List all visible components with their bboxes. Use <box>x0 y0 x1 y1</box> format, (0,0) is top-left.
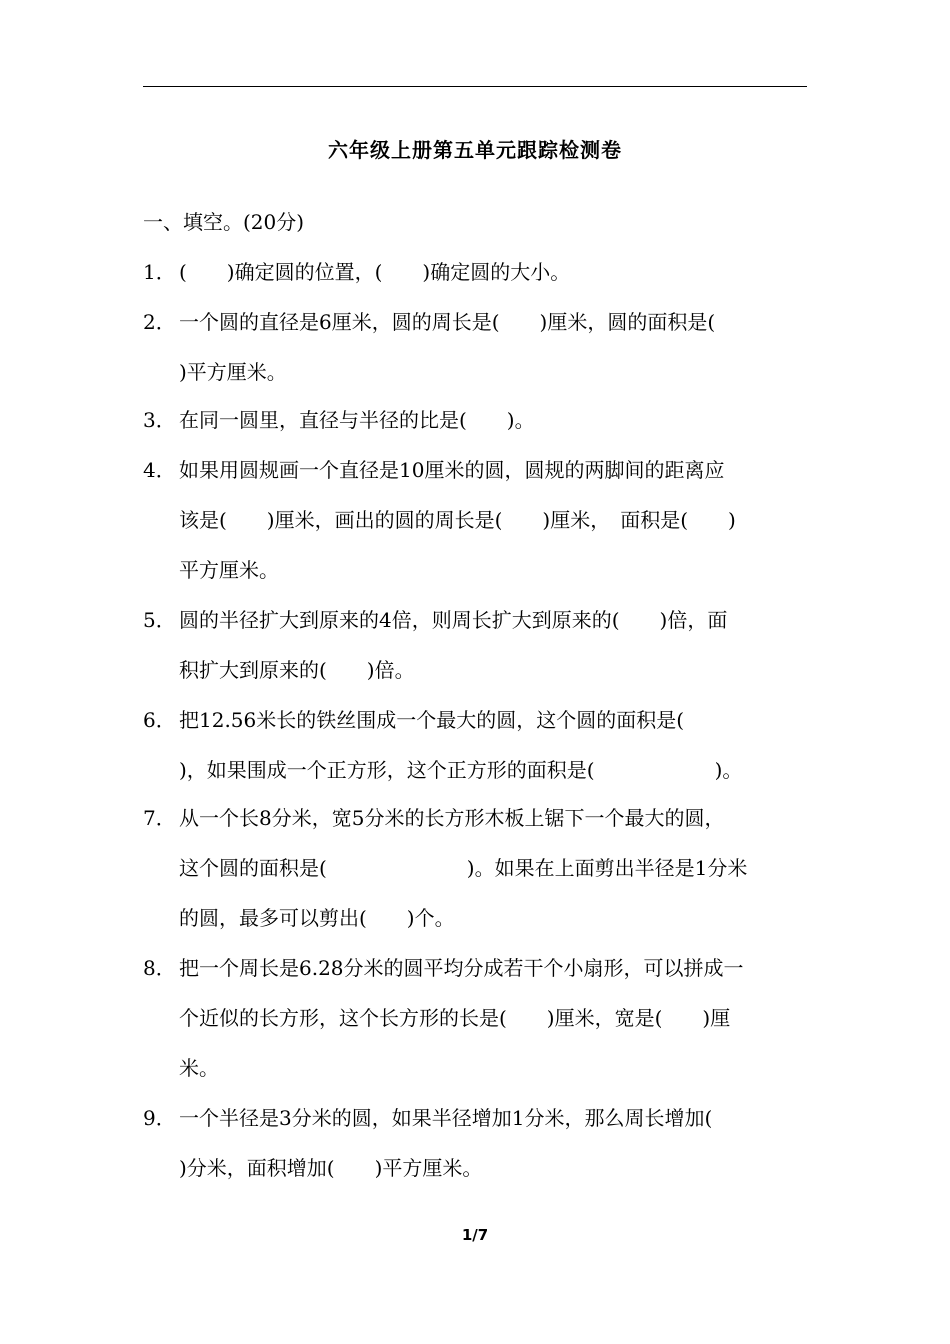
question-text: 如果用圆规画一个直径是10厘米的圆，圆规的两脚间的距离应 <box>179 458 725 482</box>
question-number: 5． <box>143 608 176 632</box>
question-text: 米。 <box>179 1056 219 1080</box>
question-8 <box>143 952 807 1102</box>
question-line <box>143 1002 807 1052</box>
question-line <box>143 754 807 804</box>
question-line <box>143 902 807 952</box>
question-line <box>143 604 807 654</box>
question-text: )平方厘米。 <box>179 360 287 384</box>
question-number: 1． <box>143 260 176 284</box>
question-number: 7． <box>143 806 176 830</box>
question-line <box>143 504 807 554</box>
question-text: 从一个长8分米，宽5分米的长方形木板上锯下一个最大的圆， <box>179 806 725 830</box>
question-number: 4． <box>143 458 176 482</box>
question-text: )分米，面积增加( )平方厘米。 <box>179 1156 483 1180</box>
question-text: )，如果围成一个正方形，这个正方形的面积是( )。 <box>179 758 743 782</box>
question-3 <box>143 404 807 454</box>
question-text: 在同一圆里，直径与半径的比是( )。 <box>179 408 535 432</box>
question-2 <box>143 306 807 406</box>
question-line <box>143 356 807 406</box>
question-line <box>143 654 807 704</box>
question-line <box>143 306 807 356</box>
question-number: 8． <box>143 956 176 980</box>
question-1 <box>143 256 807 306</box>
question-text: 积扩大到原来的( )倍。 <box>179 658 415 682</box>
question-5 <box>143 604 807 704</box>
question-number: 9． <box>143 1106 176 1130</box>
question-text: 一个半径是3分米的圆，如果半径增加1分米，那么周长增加( <box>179 1106 713 1130</box>
question-4 <box>143 454 807 604</box>
question-line <box>143 802 807 852</box>
question-line <box>143 256 807 306</box>
question-text: 一个圆的直径是6厘米，圆的周长是( )厘米，圆的面积是( <box>179 310 716 334</box>
question-line <box>143 454 807 504</box>
question-9 <box>143 1102 807 1202</box>
question-6 <box>143 704 807 804</box>
question-text: 该是( )厘米，画出的圆的周长是( )厘米， 面积是( ) <box>179 508 736 532</box>
question-line <box>143 704 807 754</box>
question-text: 把一个周长是6.28分米的圆平均分成若干个小扇形，可以拼成一 <box>179 956 744 980</box>
question-line <box>143 952 807 1002</box>
question-7 <box>143 802 807 952</box>
header-rule <box>143 86 807 87</box>
question-number: 6． <box>143 708 176 732</box>
question-line <box>143 1102 807 1152</box>
question-text: 圆的半径扩大到原来的4倍，则周长扩大到原来的( )倍，面 <box>179 608 728 632</box>
question-line <box>143 1052 807 1102</box>
question-text: 平方厘米。 <box>179 558 279 582</box>
question-line <box>143 1152 807 1202</box>
question-text: 个近似的长方形，这个长方形的长是( )厘米，宽是( )厘 <box>179 1006 731 1030</box>
section-heading: 一、填空。(20分) <box>143 210 305 234</box>
question-line <box>143 554 807 604</box>
question-text: 的圆，最多可以剪出( )个。 <box>179 906 455 930</box>
page-title: 六年级上册第五单元跟踪检测卷 <box>328 138 622 162</box>
question-line <box>143 852 807 902</box>
question-text: 这个圆的面积是( )。如果在上面剪出半径是1分米 <box>179 856 748 880</box>
question-text: 把12.56米长的铁丝围成一个最大的圆，这个圆的面积是( <box>179 708 685 732</box>
question-number: 2． <box>143 310 176 334</box>
question-text: ( )确定圆的位置，( )确定圆的大小。 <box>179 260 571 284</box>
question-line <box>143 404 807 454</box>
page-number: 1/7 <box>461 1226 489 1244</box>
question-number: 3． <box>143 408 176 432</box>
